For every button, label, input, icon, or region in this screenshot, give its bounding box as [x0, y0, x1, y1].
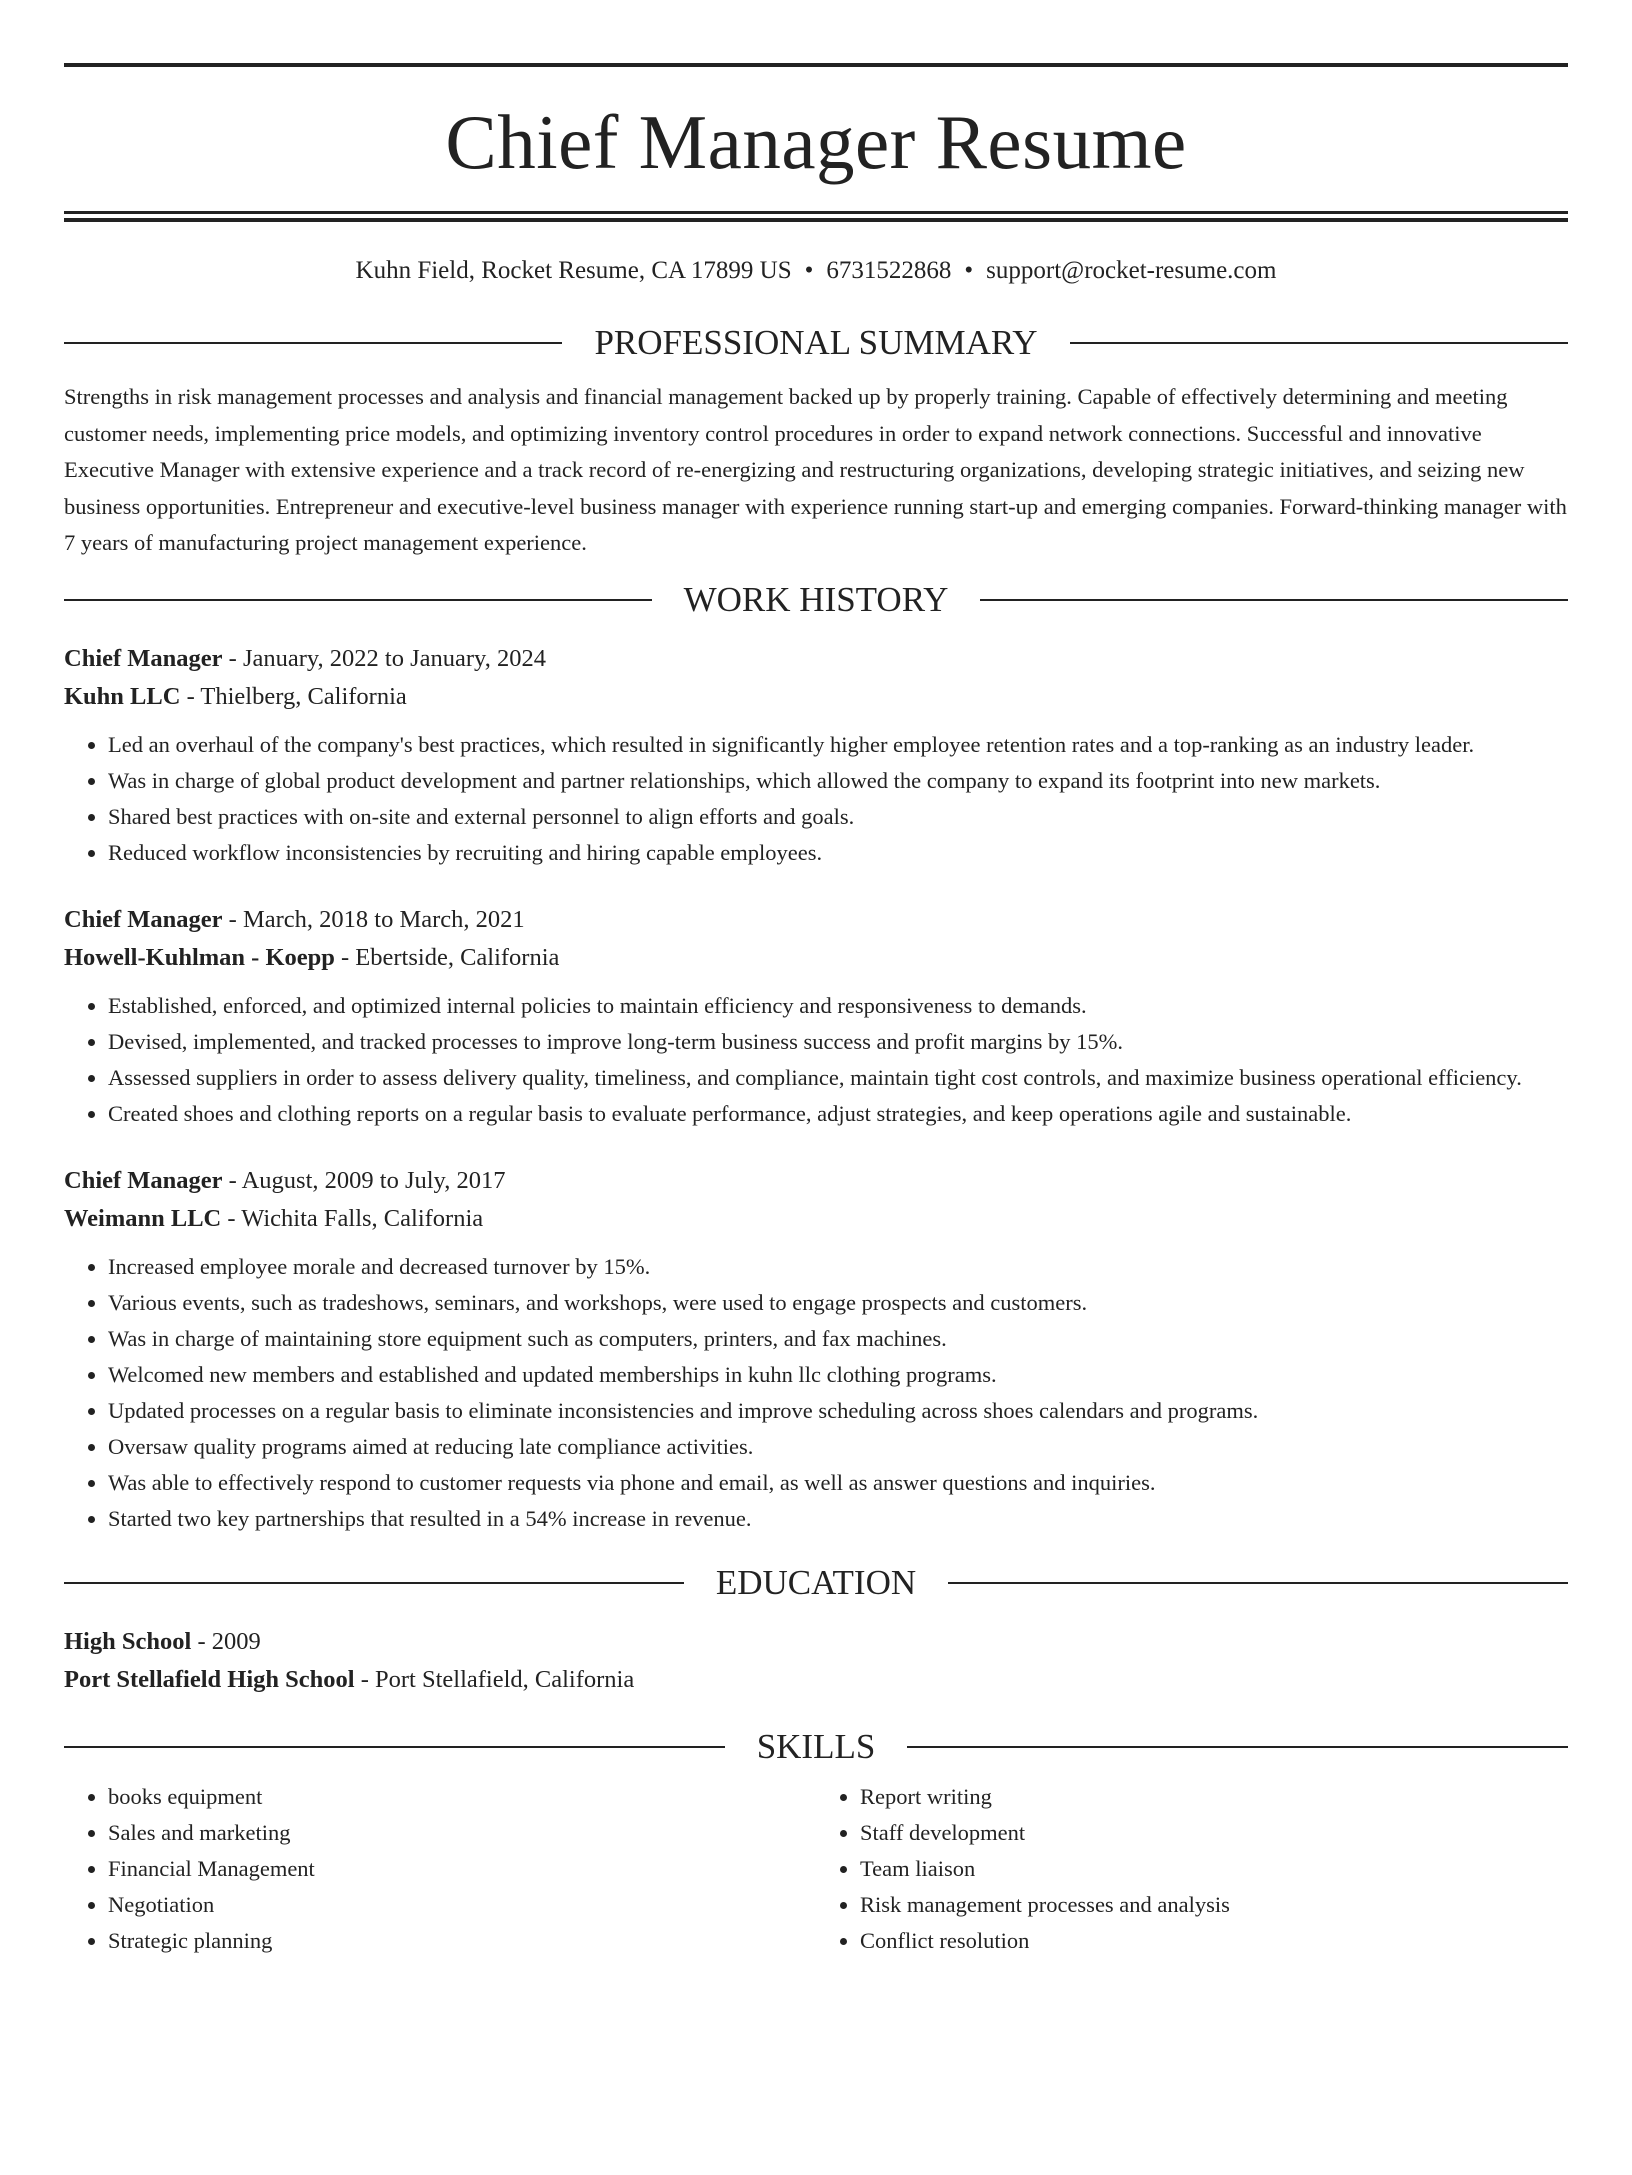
job-bullet: • Created shoes and clothing reports on a regular basis to evaluate performance, adjust strategies, and keep operations agile and sustainable. [108, 1096, 1568, 1132]
job-company: Kuhn LLC [64, 682, 181, 710]
job-bullet: • Led an overhaul of the company's best practices, which resulted in significantly higher employee retention rates and a top-ranking as an industry leader. [108, 727, 1568, 763]
job-company: Howell-Kuhlman - Koepp [64, 943, 335, 971]
job-company: Weimann LLC [64, 1204, 222, 1232]
contact-phone: 6731522868 [826, 257, 952, 284]
job-location: - Wichita Falls, California [221, 1204, 484, 1232]
job-bullet: • Reduced workflow inconsistencies by recruiting and hiring capable employees. [108, 835, 1568, 871]
job-role-line [64, 640, 1568, 678]
job-bullet: • Shared best practices with on-site and external personnel to align efforts and goals. [108, 799, 1568, 835]
section-heading-summary [64, 321, 1568, 365]
header-double-rule [64, 211, 1568, 222]
job-company-line [64, 678, 1568, 716]
job-location: - Thielberg, California [180, 682, 407, 710]
skill-item: • Report writing [860, 1779, 1568, 1815]
job-bullet: • Assessed suppliers in order to assess delivery quality, timeliness, and compliance, maintain tight cost controls, and maximize business operational efficiency. [108, 1060, 1568, 1096]
resume-page [0, 63, 1632, 2175]
job-bullet: • Updated processes on a regular basis to eliminate inconsistencies and improve scheduling across shoes calendars and programs. [108, 1393, 1568, 1429]
job-bullet: • Welcomed new members and established and updated memberships in kuhn llc clothing programs. [108, 1357, 1568, 1393]
job-role: Chief Manager [64, 1166, 223, 1194]
contact-address: Kuhn Field, Rocket Resume, CA 17899 US [355, 257, 792, 284]
job-dates: - March, 2018 to March, 2021 [222, 905, 525, 933]
job-location: - Ebertside, California [334, 943, 560, 971]
education-location: - Port Stellafield, California [354, 1665, 635, 1693]
job-bullet: • Increased employee morale and decreased turnover by 15%. [108, 1249, 1568, 1285]
heading-rule [948, 1582, 1568, 1584]
job-company-line [64, 1200, 1568, 1238]
heading-rule [64, 1746, 725, 1748]
heading-rule [64, 599, 652, 601]
job-role-line [64, 1162, 1568, 1200]
work-history-entry [64, 1162, 1568, 1537]
job-bullet-list [64, 727, 1568, 871]
work-history-list [64, 640, 1568, 1537]
resume-title: Chief Manager Resume [445, 99, 1187, 185]
job-dates: - August, 2009 to July, 2017 [222, 1166, 506, 1194]
education-entry [64, 1623, 1568, 1699]
section-heading-work-history [64, 578, 1568, 622]
section-title: EDUCATION [715, 1562, 917, 1602]
work-history-entry [64, 640, 1568, 871]
heading-rule [64, 1582, 684, 1584]
skill-item: • Staff development [860, 1815, 1568, 1851]
heading-rule [1070, 342, 1568, 344]
skill-item: • Risk management processes and analysis [860, 1887, 1568, 1923]
heading-rule [980, 599, 1568, 601]
job-role-line [64, 901, 1568, 939]
job-bullet: • Started two key partnerships that resulted in a 54% increase in revenue. [108, 1501, 1568, 1537]
job-role: Chief Manager [64, 644, 223, 672]
job-bullet: • Established, enforced, and optimized internal policies to maintain efficiency and responsiveness to demands. [108, 988, 1568, 1024]
skill-item: • Conflict resolution [860, 1923, 1568, 1959]
skill-item: • Financial Management [108, 1851, 816, 1887]
contact-line [64, 256, 1568, 286]
job-bullet: • Devised, implemented, and tracked processes to improve long-term business success and profit margins by 15%. [108, 1024, 1568, 1060]
job-bullet: • Was able to effectively respond to customer requests via phone and email, as well as answer questions and inquiries. [108, 1465, 1568, 1501]
education-school-line [64, 1661, 1568, 1699]
job-company-line [64, 939, 1568, 977]
education-degree: High School [64, 1627, 192, 1655]
education-school: Port Stellafield High School [64, 1665, 355, 1693]
skill-item: • Sales and marketing [108, 1815, 816, 1851]
contact-separator: • [804, 257, 814, 284]
skill-item: • Strategic planning [108, 1923, 816, 1959]
job-bullet: • Oversaw quality programs aimed at reducing late compliance activities. [108, 1429, 1568, 1465]
job-bullet: • Was in charge of global product development and partner relationships, which allowed the company to expand its footprint into new markets. [108, 763, 1568, 799]
education-year: - 2009 [191, 1627, 261, 1655]
skills-columns [64, 1779, 1568, 1959]
section-title: SKILLS [756, 1726, 876, 1766]
skill-item: • Team liaison [860, 1851, 1568, 1887]
job-bullet-list [64, 1249, 1568, 1537]
education-degree-line [64, 1623, 1568, 1661]
section-title: PROFESSIONAL SUMMARY [594, 323, 1038, 362]
section-title: WORK HISTORY [683, 579, 949, 619]
heading-rule [64, 342, 562, 344]
skills-list-left [64, 1779, 816, 1959]
heading-rule [907, 1746, 1568, 1748]
header-top-rule [64, 63, 1568, 67]
section-heading-education [64, 1561, 1568, 1605]
skill-item: • Negotiation [108, 1887, 816, 1923]
job-role: Chief Manager [64, 905, 223, 933]
skill-item: • books equipment [108, 1779, 816, 1815]
contact-email: support@rocket-resume.com [986, 257, 1277, 284]
contact-separator: • [964, 257, 974, 284]
summary-text: Strengths in risk management processes and analysis and financial management backed up by properly training. Capable of effectively determining and meeting customer needs, implementing price models, and optimizing inventory control procedures in order to expand network connections. Successful and innovative Executive Manager with extensive experience and a track record of re-energizing and restructuring organizations, developing strategic initiatives, and seizing new business opportunities. Entrepreneur and executive-level business manager with experience running start-up and emerging companies. Forward-thinking manager with 7 years of manufacturing project management experience. [64, 384, 1567, 555]
job-bullet-list [64, 988, 1568, 1132]
job-bullet: • Was in charge of maintaining store equipment such as computers, printers, and fax machines. [108, 1321, 1568, 1357]
job-dates: - January, 2022 to January, 2024 [222, 644, 546, 672]
work-history-entry [64, 901, 1568, 1132]
skills-list-right [816, 1779, 1568, 1959]
section-heading-skills [64, 1725, 1568, 1769]
job-bullet: • Various events, such as tradeshows, seminars, and workshops, were used to engage prospects and customers. [108, 1285, 1568, 1321]
